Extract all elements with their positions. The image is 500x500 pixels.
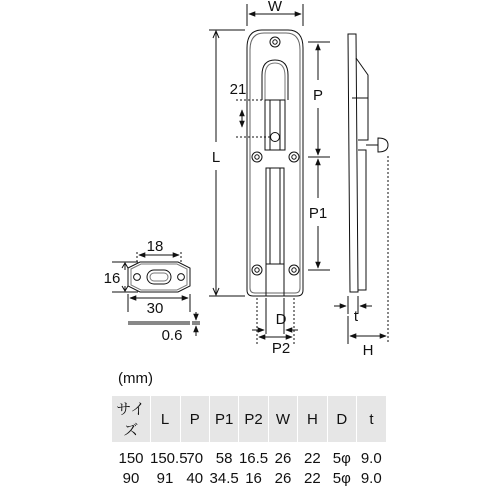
- header-w: W: [268, 396, 297, 442]
- strike-dimensions: [112, 250, 200, 336]
- unit-label: (mm): [118, 370, 153, 387]
- bolt-guide-upper: [265, 100, 285, 150]
- header-size: サイズ: [112, 396, 150, 442]
- cell-t: 9.0: [360, 469, 382, 487]
- strike-slot: [147, 270, 171, 284]
- cell-h: 22: [304, 449, 321, 467]
- cell-p1: 58: [215, 449, 233, 467]
- bolt-rod: [266, 168, 284, 264]
- table-row: [112, 442, 386, 468]
- cell-h: 22: [304, 469, 321, 487]
- header-t: t: [357, 396, 386, 442]
- bolt-slot: [262, 60, 288, 100]
- table-row: [112, 468, 386, 488]
- cell-p: 40: [186, 469, 204, 487]
- cell-d: 5φ: [332, 449, 351, 467]
- header-p2: P2: [239, 396, 268, 442]
- cell-size: 150: [118, 449, 144, 467]
- strike-plate-outline: [128, 262, 190, 292]
- side-plate: [348, 34, 358, 292]
- spec-header-row: [112, 396, 386, 442]
- screw-hole-bottom-right: [289, 265, 299, 275]
- cell-l: 150.5: [150, 449, 188, 467]
- strike-hole-left: [134, 274, 141, 281]
- header-d: D: [327, 396, 356, 442]
- header-l: L: [150, 396, 180, 442]
- label-t: t: [353, 308, 359, 325]
- bolt-knob: [271, 133, 280, 142]
- screw-hole-bottom-left: [252, 265, 262, 275]
- cell-l: 91: [156, 469, 174, 487]
- label-p: P: [312, 87, 324, 104]
- label-30: 30: [146, 300, 164, 317]
- cell-p2: 16.5: [238, 449, 269, 467]
- label-16: 16: [103, 270, 121, 287]
- cell-w: 26: [274, 449, 292, 467]
- label-18: 18: [146, 238, 164, 255]
- cell-t: 9.0: [360, 449, 382, 467]
- label-21: 21: [229, 81, 247, 98]
- header-p1: P1: [209, 396, 238, 442]
- cell-p: 70: [186, 449, 204, 467]
- label-d: D: [275, 311, 287, 328]
- label-0-6: 0.6: [161, 327, 183, 344]
- screw-hole-mid-right: [289, 152, 299, 162]
- cell-p1: 34.5: [209, 469, 239, 487]
- label-w: W: [267, 0, 283, 15]
- side-knob: [378, 138, 388, 152]
- label-h: H: [362, 342, 374, 359]
- base-plate-outline: [247, 30, 303, 296]
- screw-hole-mid-left: [252, 152, 262, 162]
- label-p1: P1: [308, 205, 328, 222]
- header-p: P: [180, 396, 209, 442]
- label-p2: P2: [271, 340, 291, 357]
- cell-size: 90: [122, 469, 140, 487]
- base-plate-inner: [250, 33, 300, 293]
- dimension-lines: [209, 4, 388, 344]
- header-h: H: [298, 396, 327, 442]
- strike-hole-right: [178, 274, 185, 281]
- bolt-end: [266, 264, 284, 296]
- bolt-side-view: [348, 34, 388, 292]
- cell-w: 26: [274, 469, 292, 487]
- label-l: L: [211, 149, 221, 166]
- top-screw-hole: [270, 37, 280, 47]
- bolt-front-view: [247, 30, 303, 296]
- cell-d: 5φ: [332, 469, 351, 487]
- spec-table: [112, 396, 386, 488]
- cell-p2: 16: [245, 469, 262, 487]
